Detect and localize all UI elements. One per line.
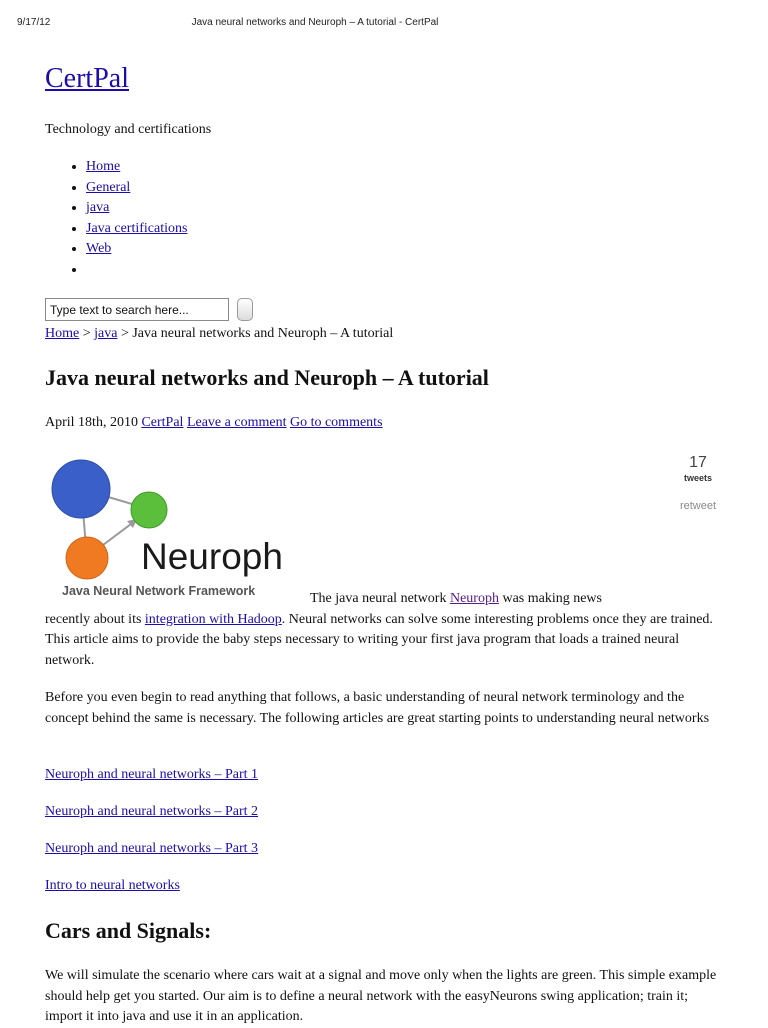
post-title: Java neural networks and Neuroph – A tutorial — [45, 365, 489, 390]
cars-signals-paragraph: We will simulate the scenario where cars wait at a signal and move only when the lights are green. This simple example should help get you started. Our aim is to define a neural network with the easyNeurons swing application; train it; import it into java and use it in an application. — [45, 968, 717, 1025]
nav-item-home — [86, 157, 187, 178]
nav-item-empty — [86, 260, 187, 281]
post-date: April 18th, 2010 — [45, 415, 142, 430]
logo-blue-node — [52, 460, 110, 518]
article-link-intro[interactable]: Intro to neural networks — [45, 878, 180, 893]
print-page-title: Java neural networks and Neuroph – A tutorial - CertPal — [191, 17, 439, 28]
intro-text: . Neural networks can solve some interesting problems once they are trained. This article aims to provide the baby steps necessary to writing your first java program that loads a trained neural network. — [45, 611, 713, 669]
logo-wordmark: Neuroph — [141, 536, 283, 577]
section-title: Cars and Signals: — [45, 918, 212, 943]
article-link-part-2[interactable]: Neuroph and neural networks – Part 2 — [45, 804, 259, 819]
breadcrumb-java-link[interactable]: java — [94, 326, 118, 341]
print-header — [0, 15, 768, 29]
breadcrumb — [45, 325, 393, 343]
site-title-link[interactable]: CertPal — [45, 63, 129, 94]
nav-link-java[interactable]: java — [86, 200, 110, 216]
nav-link-web[interactable]: Web — [86, 241, 112, 257]
intro-first-line — [45, 589, 725, 610]
article-link-part-1[interactable]: Neuroph and neural networks – Part 1 — [45, 767, 259, 782]
search-button[interactable] — [237, 298, 253, 321]
print-date: 9/17/12 — [17, 17, 51, 28]
logo-subtitle: Java Neural Network Framework — [62, 584, 256, 598]
intro-text: The java neural network — [310, 591, 450, 606]
main-nav — [45, 157, 187, 281]
intro-text: recently about its — [45, 611, 145, 627]
neuroph-link[interactable]: Neuroph — [449, 591, 499, 606]
breadcrumb-separator: > — [117, 326, 133, 341]
post-meta — [45, 414, 383, 432]
prerequisite-paragraph: Before you even begin to read anything that follows, a basic understanding of neural network terminology and the concept behind the same is necessary. The following articles are great starting points to understanding neural networks — [45, 690, 710, 726]
tweet-unit-label: tweets — [683, 473, 712, 483]
go-to-comments-link[interactable]: Go to comments — [289, 415, 383, 430]
nav-item-java-certifications — [86, 219, 187, 240]
search-input[interactable] — [45, 298, 229, 321]
breadcrumb-current: Java neural networks and Neuroph – A tutorial — [132, 326, 394, 341]
site-title — [45, 62, 129, 96]
post-author-link[interactable]: CertPal — [141, 415, 184, 430]
article-link-part-3[interactable]: Neuroph and neural networks – Part 3 — [45, 841, 259, 856]
neuroph-logo — [45, 455, 310, 600]
nav-item-general — [86, 178, 187, 199]
nav-link-general[interactable]: General — [86, 179, 131, 195]
breadcrumb-separator: > — [79, 326, 95, 341]
breadcrumb-home-link[interactable]: Home — [45, 326, 80, 341]
tweet-widget — [668, 453, 728, 513]
logo-green-node — [131, 492, 167, 528]
leave-comment-link[interactable]: Leave a comment — [186, 415, 287, 430]
site-tagline: Technology and certifications — [45, 122, 212, 137]
intro-rest — [45, 610, 725, 672]
intro-text: was making news — [498, 591, 602, 606]
tweet-count: 17 — [689, 454, 707, 471]
nav-link-java-certifications[interactable]: Java certifications — [86, 220, 188, 236]
nav-item-web — [86, 239, 187, 260]
hadoop-integration-link[interactable]: integration with Hadoop — [144, 611, 282, 627]
logo-orange-node — [66, 537, 108, 579]
nav-item-java — [86, 198, 187, 219]
intro-paragraph — [45, 589, 725, 672]
retweet-button[interactable]: retweet — [679, 500, 717, 512]
nav-link-home[interactable]: Home — [86, 159, 121, 174]
